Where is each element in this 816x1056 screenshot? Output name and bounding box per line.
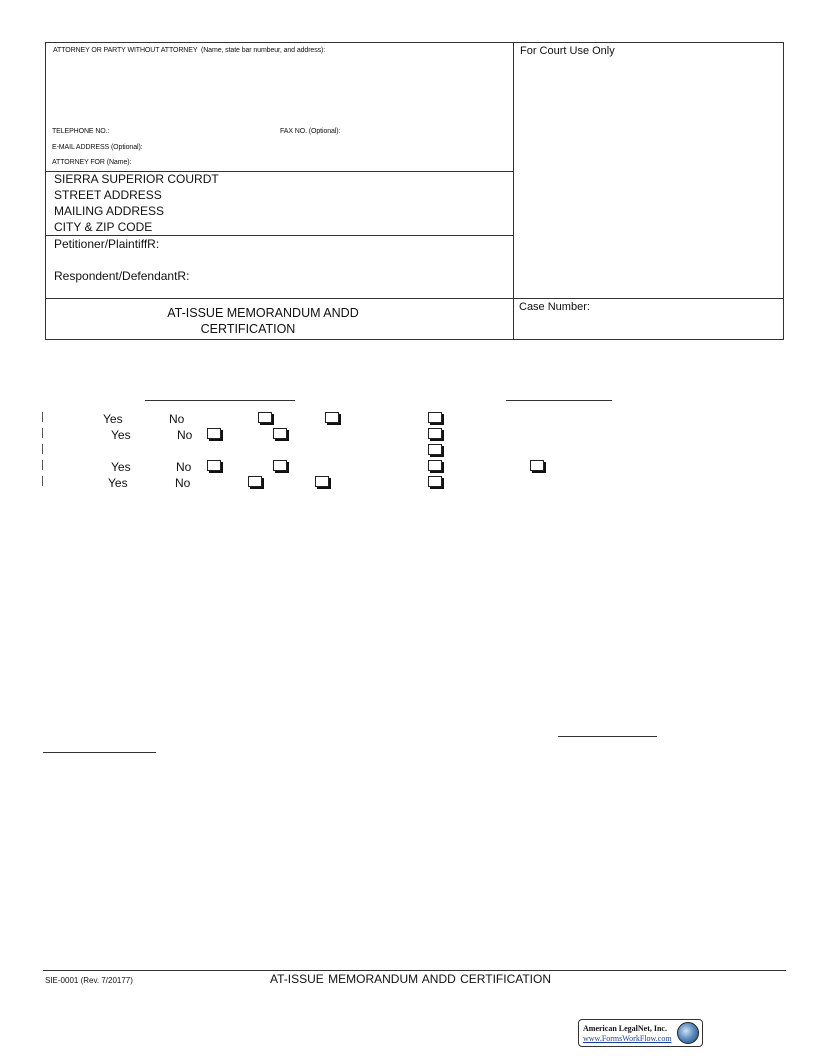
yes-label: Yes xyxy=(108,476,128,490)
signature-line-right xyxy=(558,736,657,737)
checkbox[interactable] xyxy=(258,412,272,423)
fax-label: FAX NO. xyxy=(280,128,307,135)
no-label: No xyxy=(169,412,185,426)
row-marker xyxy=(42,460,43,470)
globe-icon xyxy=(677,1022,699,1044)
footer-rule xyxy=(43,970,786,971)
checkbox[interactable] xyxy=(530,460,544,471)
attorney-hint: (Name, state bar numbeur, and address): xyxy=(200,47,326,54)
email-section-label xyxy=(52,144,143,151)
caption-vertical-divider xyxy=(513,42,514,340)
court-name: SIERRA SUPERIOR COURDT xyxy=(54,172,219,186)
no-label: No xyxy=(175,476,191,490)
checkbox[interactable] xyxy=(428,460,442,471)
row-marker xyxy=(42,412,43,422)
court-mailing-address: MAILING ADDRESS xyxy=(54,204,165,218)
divider-parties-top xyxy=(45,235,513,236)
row-marker xyxy=(42,444,43,454)
checkbox[interactable] xyxy=(207,460,221,471)
court-use-label: For Court Use Only xyxy=(520,45,615,57)
footer-title: AT-ISSUE MEMORANDUM ANDD CERTIFICATION xyxy=(270,972,552,986)
email-label: E-MAIL ADDRESS xyxy=(52,144,110,151)
checkbox[interactable] xyxy=(428,444,442,455)
checkbox[interactable] xyxy=(273,460,287,471)
attorney-label: ATTORNEY OR PARTY WITHOUT ATTORNEY xyxy=(53,47,198,54)
no-label: No xyxy=(177,428,193,442)
yes-label: Yes xyxy=(103,412,123,426)
petitioner-label: Petitioner/PlaintiffR: xyxy=(54,237,160,251)
blank-line-1 xyxy=(145,400,295,401)
checkbox[interactable] xyxy=(315,476,329,487)
case-number-label: Case Number: xyxy=(519,301,590,313)
telephone-label: TELEPHONE NO.: xyxy=(52,128,110,135)
court-city-zip: CITY & ZIP CODE xyxy=(54,220,153,234)
brand-logo xyxy=(578,1019,703,1047)
respondent-label: Respondent/DefendantR: xyxy=(54,269,190,283)
checkbox[interactable] xyxy=(207,428,221,439)
email-hint: (Optional): xyxy=(110,144,143,151)
divider-title-top xyxy=(45,298,784,299)
checkbox[interactable] xyxy=(273,428,287,439)
checkbox[interactable] xyxy=(248,476,262,487)
checkbox[interactable] xyxy=(428,428,442,439)
attorney-for-section-label xyxy=(52,159,131,166)
yes-label: Yes xyxy=(111,460,131,474)
fax-section-label xyxy=(280,128,340,135)
form-id: SIE-0001 (Rev. 7/20177) xyxy=(45,976,133,985)
row-marker xyxy=(42,428,43,438)
attorney-for-hint: (Name): xyxy=(106,159,132,166)
blank-line-2 xyxy=(506,400,612,401)
fax-hint: (Optional): xyxy=(308,128,341,135)
form-title-line2: CERTIFICATION xyxy=(200,322,296,336)
no-label: No xyxy=(176,460,192,474)
attorney-for-label: ATTORNEY FOR xyxy=(52,159,105,166)
row-marker xyxy=(42,476,43,486)
brand-name: American LegalNet, Inc. xyxy=(583,1024,667,1033)
signature-line-left xyxy=(43,752,156,753)
form-title-line1: AT-ISSUE MEMORANDUM ANDD xyxy=(167,306,359,320)
attorney-section-label xyxy=(53,47,325,54)
court-street-address: STREET ADDRESS xyxy=(54,188,162,202)
yes-label: Yes xyxy=(111,428,131,442)
checkbox[interactable] xyxy=(325,412,339,423)
checkbox[interactable] xyxy=(428,476,442,487)
checkbox[interactable] xyxy=(428,412,442,423)
brand-url[interactable]: www.FormsWorkFlow.com xyxy=(583,1034,672,1043)
